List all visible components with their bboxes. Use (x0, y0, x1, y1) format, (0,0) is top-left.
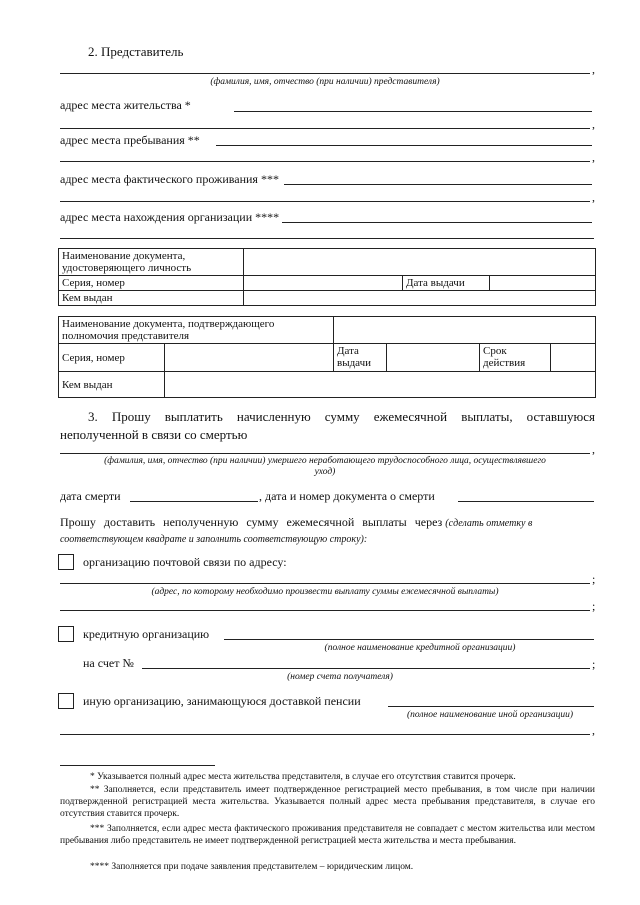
account-label: на счет № (83, 656, 134, 670)
representative-caption: (фамилия, имя, отчество (при наличии) представителя) (210, 77, 440, 87)
footnote-3: *** Заполняется, если адрес места фактического проживания представителя не совпадает с местом жительства или местом пребывания либо представитель не имеет подтвержденной регистрацией места жительства и места пребывания. (60, 824, 595, 846)
address-org-field[interactable] (282, 222, 592, 223)
identity-series-label: Серия, номер (59, 276, 244, 291)
other-org-field-2[interactable] (60, 734, 590, 735)
other-org-caption: (полное наименование иной организации) (406, 710, 574, 720)
comma: , (592, 117, 595, 131)
comma: , (592, 723, 595, 737)
footnote-1: * Указывается полный адрес места жительства представителя, в случае его отсутствия ставится прочерк. (90, 772, 516, 782)
comma: , (592, 190, 595, 204)
authority-validity-field[interactable] (551, 344, 596, 372)
authority-doc-name-field[interactable] (334, 317, 596, 344)
post-address-field-2[interactable] (60, 610, 590, 611)
identity-document-table (58, 248, 596, 306)
post-office-checkbox[interactable] (58, 554, 74, 570)
death-document-label: , дата и номер документа о смерти (259, 489, 435, 503)
delivery-request-text (60, 515, 595, 547)
footnote-divider (60, 765, 215, 766)
credit-org-field[interactable] (224, 639, 594, 640)
credit-org-caption: (полное наименование кредитной организации) (324, 643, 516, 653)
identity-issue-date-field[interactable] (490, 276, 596, 291)
other-org-field[interactable] (388, 706, 594, 707)
death-date-label: дата смерти (60, 489, 121, 503)
other-org-label: иную организацию, занимающуюся доставкой пенсии (83, 694, 361, 708)
address-actual-field[interactable] (284, 184, 592, 185)
address-org-label: адрес места нахождения организации **** (60, 210, 280, 224)
other-org-checkbox[interactable] (58, 693, 74, 709)
death-document-field[interactable] (458, 501, 594, 502)
identity-series-field[interactable] (244, 276, 403, 291)
comma: , (592, 150, 595, 164)
footnote-4: **** Заполняется при подаче заявления представителем – юридическим лицом. (90, 862, 414, 872)
authority-document-table (58, 316, 596, 398)
post-office-label: организацию почтовой связи по адресу: (83, 555, 287, 569)
address-stay-label: адрес места пребывания ** (60, 133, 200, 147)
identity-issued-by-label: Кем выдан (59, 291, 244, 306)
address-actual-label: адрес места фактического проживания *** (60, 172, 279, 186)
identity-issued-by-field[interactable] (244, 291, 596, 306)
authority-series-field[interactable] (165, 344, 334, 372)
identity-issue-date-label: Дата выдачи (403, 276, 490, 291)
representative-name-field[interactable] (60, 73, 590, 74)
authority-validity-label: Срок действия (480, 344, 551, 372)
authority-date-field[interactable] (387, 344, 480, 372)
post-address-field[interactable] (60, 583, 590, 584)
deceased-name-field[interactable] (60, 453, 590, 454)
post-address-caption: (адрес, по которому необходимо произвести выплату суммы ежемесячной выплаты) (151, 587, 499, 597)
address-residence-field[interactable] (234, 111, 592, 112)
address-org-field-2[interactable] (60, 238, 594, 239)
delivery-request-main: Прошу доставить неполученную сумму ежемесячной выплаты через (60, 515, 443, 529)
delivery-request-note: (сделать отметку в соответствующем квадрате и заполнить соответствующую строку): (60, 518, 533, 545)
section-title: 2. Представитель (88, 44, 184, 59)
semicolon: ; (592, 572, 596, 586)
authority-date-label: Дата выдачи (334, 344, 387, 372)
comma: , (592, 442, 595, 456)
authority-series-label: Серия, номер (59, 344, 165, 372)
account-number-field[interactable] (142, 668, 590, 669)
deceased-caption: (фамилия, имя, отчество (при наличии) умершего неработающего трудоспособного лица, осуществлявшего уход) (104, 456, 546, 477)
credit-org-checkbox[interactable] (58, 626, 74, 642)
address-stay-field[interactable] (216, 145, 592, 146)
semicolon: ; (592, 657, 596, 671)
authority-issued-by-field[interactable] (165, 372, 596, 398)
footnote-2: ** Заполняется, если представитель имеет подтвержденное регистрацией место пребывания, в том числе при наличии подтвержденной регистрацией места жительства. Указывается полный адрес места пребывания представителя, в случае его отсутствия ставится прочерк. (60, 785, 595, 819)
authority-issued-by-label: Кем выдан (59, 372, 165, 398)
address-actual-field-2[interactable] (60, 201, 590, 202)
payment-request-text: 3. Прошу выплатить начисленную сумму ежемесячной выплаты, оставшуюся неполученной в связи со смертью (60, 409, 595, 442)
authority-doc-name-label: Наименование документа, подтверждающего полномочия представителя (59, 317, 334, 344)
identity-doc-name-field[interactable] (244, 249, 596, 276)
comma: , (592, 62, 595, 76)
death-date-field[interactable] (130, 501, 258, 502)
address-residence-field-2[interactable] (60, 128, 590, 129)
address-stay-field-2[interactable] (60, 161, 590, 162)
account-caption: (номер счета получателя) (287, 672, 393, 682)
address-residence-label: адрес места жительства * (60, 98, 191, 112)
identity-doc-name-label: Наименование документа, удостоверяющего личность (59, 249, 244, 276)
semicolon: ; (592, 599, 596, 613)
credit-org-label: кредитную организацию (83, 627, 210, 641)
